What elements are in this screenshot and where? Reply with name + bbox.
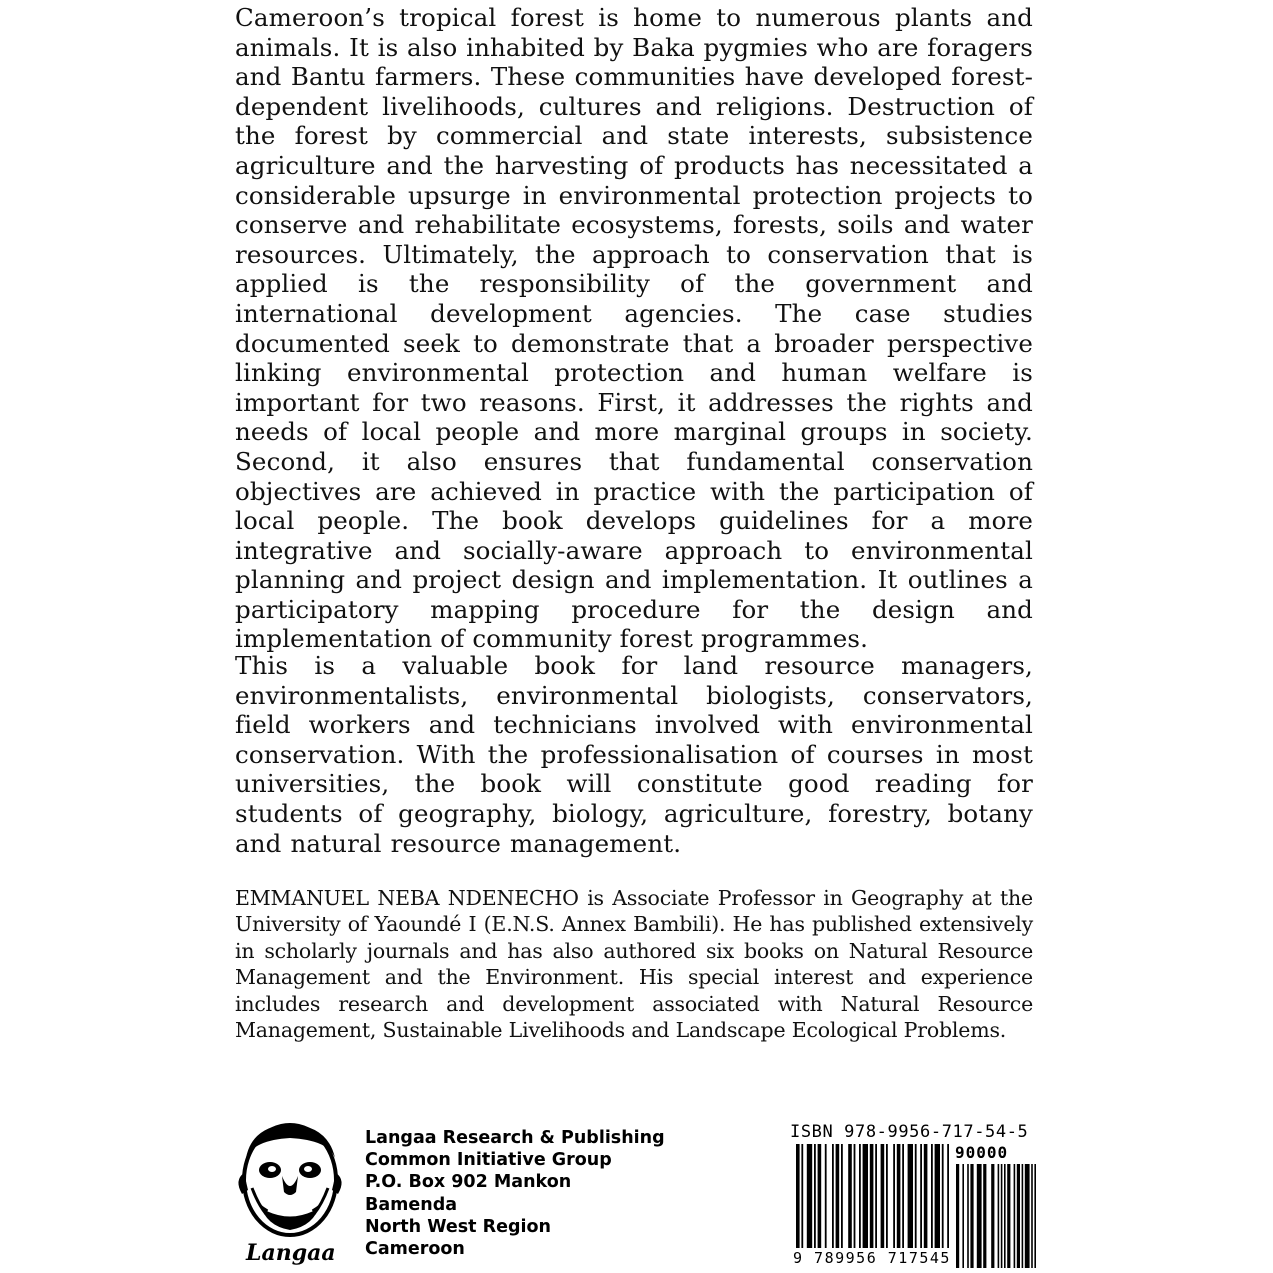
barcode-addon-bar — [1001, 1164, 1003, 1268]
barcode-bar — [870, 1144, 874, 1248]
barcode-bar — [801, 1144, 803, 1248]
barcode-bar — [935, 1144, 940, 1248]
barcode-addon-bar — [1022, 1164, 1024, 1268]
barcode-bar — [902, 1144, 904, 1248]
publisher-line: Bamenda — [365, 1194, 458, 1215]
barcode-bar — [920, 1144, 922, 1248]
barcode-bar — [807, 1144, 812, 1248]
barcode-bar — [908, 1144, 913, 1248]
barcode-bar — [814, 1144, 816, 1248]
barcode-addon-bar — [977, 1164, 982, 1268]
barcode-addon-bar — [1017, 1164, 1020, 1268]
barcode-bar — [848, 1144, 852, 1248]
barcode-addon-bar — [956, 1164, 959, 1268]
barcode-bar — [863, 1144, 868, 1248]
barcode-bar — [897, 1144, 901, 1248]
publisher-line: Common Initiative Group — [365, 1150, 612, 1171]
barcode-bar — [875, 1144, 877, 1248]
isbn-label: ISBN 978-9956-717-54-5 — [790, 1122, 1029, 1142]
publisher-line: Langaa Research & Publishing — [365, 1128, 665, 1148]
audience-paragraph: This is a valuable book for land resource managers, environmentalists, environmental biologists, conservators, field workers and technicians involved with environmental conservation. With the professionalisation of courses in most universities, the book will constitute good reading for students of geography, biology, agriculture, forestry, botany and natural resource management. — [235, 651, 1033, 858]
barcode-addon-bar — [991, 1164, 994, 1268]
barcode-bar — [796, 1144, 800, 1248]
barcode-addon-bar — [1034, 1164, 1036, 1268]
barcode-bar — [886, 1144, 888, 1248]
barcode-bar — [841, 1144, 843, 1248]
ean-digits: 9 789956 717545 — [793, 1249, 951, 1267]
barcode-bar — [915, 1144, 917, 1248]
barcode-addon-bar — [1007, 1164, 1010, 1268]
barcode-bar — [924, 1144, 928, 1248]
barcode-addon-bar — [998, 1164, 1000, 1268]
barcode-bar — [854, 1144, 856, 1248]
barcode-bar — [942, 1144, 944, 1248]
barcode-bar — [818, 1144, 822, 1248]
logo-wordmark: Langaa — [246, 1240, 336, 1266]
publisher-line: Cameroon — [365, 1239, 465, 1260]
barcode-bar — [836, 1144, 840, 1248]
barcode-addon-bar — [967, 1164, 969, 1268]
barcode-addon-bar — [1014, 1164, 1016, 1268]
barcode-addon-bar — [1031, 1164, 1033, 1268]
barcode-bar — [825, 1144, 827, 1248]
barcode-addon-bar — [983, 1164, 986, 1268]
author-bio-paragraph: EMMANUEL NEBA NDENECHO is Associate Professor in Geography at the University of Yaoundé I (E.N.S. Annex Bambili). He has published extensively in scholarly journals and has also authored six books on Natural Resource Management and the Environment. His special interest and experience includes research and development associated with Natural Resource Management, Sustainable Livelihoods and Landscape Ecological Problems. — [235, 886, 1033, 1043]
barcode-addon-bar — [962, 1164, 964, 1268]
barcode-addon-code: 90000 — [955, 1143, 1009, 1162]
barcode-addon-bar — [1025, 1164, 1030, 1268]
barcode-bar — [931, 1144, 933, 1248]
publisher-address — [365, 1127, 665, 1260]
publisher-line: North West Region — [365, 1216, 551, 1237]
barcode-addon-bar — [970, 1164, 973, 1268]
barcode-bar — [881, 1144, 885, 1248]
barcode-bar — [859, 1144, 861, 1248]
publisher-line: P.O. Box 902 Mankon — [365, 1172, 572, 1193]
barcode-bar — [832, 1144, 834, 1248]
description-paragraph: Cameroon’s tropical forest is home to numerous plants and animals. It is also inhabited by Baka pygmies who are foragers and Bantu farmers. These communities have developed forest-dependent livelihoods, cultures and religions. Destruction of the forest by commercial and state interests, subsistence agriculture and the harvesting of products has necessitated a considerable upsurge in environmental protection projects to conserve and rehabilitate ecosystems, forests, soils and water resources. Ultimately, the approach to conservation that is applied is the responsibility of the government and international development agencies. The case studies documented seek to demonstrate that a broader perspective linking environmental protection and human welfare is important for two reasons. First, it addresses the rights and needs of local people and more marginal groups in society. Second, it also ensures that fundamental conservation objectives are achieved in practice with the participation of local people. The book develops guidelines for a more integrative and socially-aware approach to environmental planning and project design and implementation. It outlines a participatory mapping procedure for the design and implementation of community forest programmes. — [235, 3, 1033, 654]
barcode-bar — [893, 1144, 895, 1248]
barcode-addon-bar — [1004, 1164, 1006, 1268]
barcode-bar — [947, 1144, 949, 1248]
